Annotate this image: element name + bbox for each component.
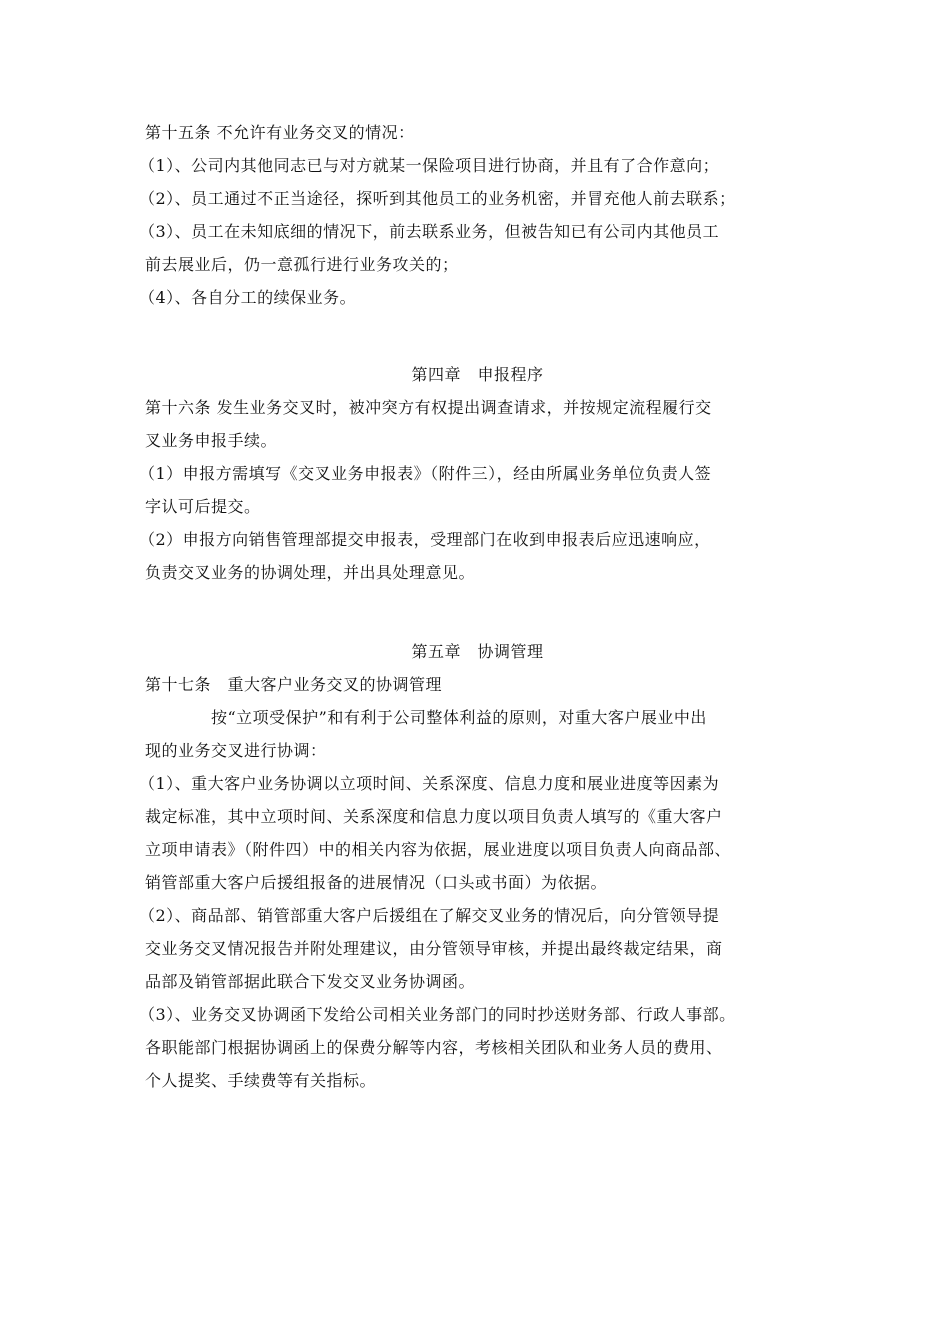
chapter-5-intro-line-2: 现的业务交叉进行协调： [145,741,327,760]
chapter-5-item-2-line-1: （2）、商品部、销管部重大客户后援组在了解交叉业务的情况后，向分管领导提 [139,906,720,925]
article-15-item-3-cont: 前去展业后，仍一意孤行进行业务攻关的； [145,255,459,274]
article-15-item-1: （1）、公司内其他同志已与对方就某一保险项目进行协商，并且有了合作意向； [139,156,720,175]
article-16-line-1: 第十六条 发生业务交叉时，被冲突方有权提出调查请求，并按规定流程履行交 [145,398,712,417]
chapter-5-intro-line-1: 按“立项受保护”和有利于公司整体利益的原则，对重大客户展业中出 [211,708,707,727]
chapter-5-item-1-line-4: 销管部重大客户后援组报备的进展情况（口头或书面）为依据。 [145,873,608,892]
document-page [139,116,810,1097]
chapter-4-heading: 第四章 申报程序 [411,365,544,384]
chapter-5-item-2-line-3: 品部及销管部据此联合下发交叉业务协调函。 [145,972,476,991]
chapter-5-item-3-line-2: 各职能部门根据协调函上的保费分解等内容，考核相关团队和业务人员的费用、 [145,1038,723,1057]
article-17-title: 第十七条 重大客户业务交叉的协调管理 [145,675,443,694]
chapter-4-item-2-line-2: 负责交叉业务的协调处理，并出具处理意见。 [145,563,476,582]
chapter-5-item-1-line-2: 裁定标准，其中立项时间、关系深度和信息力度以项目负责人填写的《重大客户 [145,807,723,826]
article-15-title: 第十五条 不允许有业务交叉的情况： [145,123,415,142]
chapter-5-item-2-line-2: 交业务交叉情况报告并附处理建议，由分管领导审核，并提出最终裁定结果，商 [145,939,723,958]
chapter-5-item-1-line-3: 立项申请表》（附件四）中的相关内容为依据，展业进度以项目负责人向商品部、 [145,840,732,859]
chapter-5-item-1-line-1: （1）、重大客户业务协调以立项时间、关系深度、信息力度和展业进度等因素为 [139,774,720,793]
chapter-4-item-2-line-1: （2）申报方向销售管理部提交申报表，受理部门在收到申报表后应迅速响应， [139,530,711,549]
chapter-5-item-3-line-1: （3）、业务交叉协调函下发给公司相关业务部门的同时抄送财务部、行政人事部。 [139,1005,736,1024]
article-15-item-2: （2）、员工通过不正当途径，探听到其他员工的业务机密，并冒充他人前去联系； [139,189,736,208]
article-16-line-2: 叉业务申报手续。 [145,431,278,450]
chapter-4-item-1-line-1: （1）申报方需填写《交叉业务申报表》（附件三），经由所属业务单位负责人签 [139,464,712,483]
chapter-5-item-3-line-3: 个人提奖、手续费等有关指标。 [145,1071,377,1090]
chapter-4-item-1-line-2: 字认可后提交。 [145,497,261,516]
article-15-item-4: （4）、各自分工的续保业务。 [139,288,357,307]
article-15-item-3: （3）、员工在未知底细的情况下，前去联系业务，但被告知已有公司内其他员工 [139,222,720,241]
chapter-5-heading: 第五章 协调管理 [411,642,544,661]
